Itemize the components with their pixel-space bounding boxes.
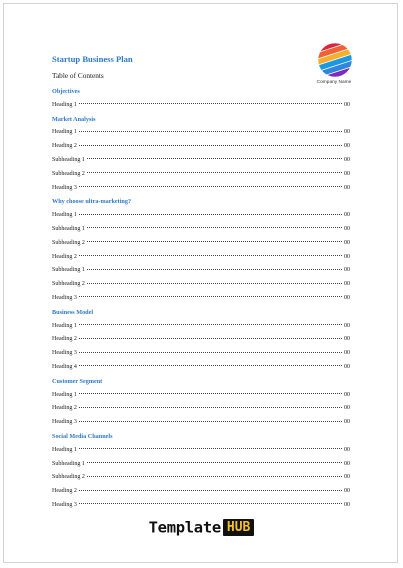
company-logo-globe-icon [317, 42, 353, 78]
toc-entry-label: Heading 3 [52, 419, 77, 426]
toc-page-number: 00 [344, 474, 350, 481]
toc-dot-leader [79, 103, 342, 104]
toc-entry-label: Heading 1 [52, 391, 77, 398]
toc-entry-label: Heading 3 [52, 184, 77, 191]
table-of-contents-title: Table of Contents [52, 71, 104, 80]
toc-entry[interactable] [52, 320, 350, 334]
toc-page-number: 00 [344, 501, 350, 508]
toc-entry-label: Heading 4 [52, 363, 77, 370]
toc-section-heading[interactable]: Customer Segment [52, 377, 103, 385]
brand-word: Template [148, 518, 221, 537]
toc-section-heading[interactable]: Why choose ultra-marketing? [52, 198, 132, 206]
toc-entry-label: Heading 1 [52, 446, 77, 453]
toc-page-number: 00 [344, 405, 350, 412]
toc-page-number: 00 [344, 460, 350, 467]
toc-entry-label: Subheading 1 [52, 267, 85, 274]
toc-page-number: 00 [344, 294, 350, 301]
toc-dot-leader [79, 145, 342, 146]
toc-dot-leader [79, 421, 342, 422]
toc-entry[interactable] [52, 416, 350, 430]
toc-dot-leader [79, 186, 342, 187]
toc-page-number: 00 [344, 129, 350, 136]
toc-entry[interactable] [52, 333, 350, 347]
toc-dot-leader [79, 214, 342, 215]
toc-entry[interactable] [52, 402, 350, 416]
toc-entry[interactable] [52, 264, 350, 278]
toc-page-number: 00 [344, 156, 350, 163]
toc-dot-leader [87, 283, 342, 284]
toc-entry-label: Heading 2 [52, 336, 77, 343]
toc-entry[interactable] [52, 182, 350, 196]
toc-page-number: 00 [344, 267, 350, 274]
toc-entry-label: Subheading 1 [52, 460, 85, 467]
toc-dot-leader [79, 338, 342, 339]
toc-entry[interactable] [52, 99, 350, 113]
toc-entry-label: Subheading 2 [52, 281, 85, 288]
toc-page-number: 00 [344, 143, 350, 150]
toc-entry-label: Subheading 1 [52, 225, 85, 232]
toc-dot-leader [79, 255, 342, 256]
toc-page-number: 00 [344, 350, 350, 357]
toc-dot-leader [79, 296, 342, 297]
company-name: Company Name [316, 80, 352, 85]
toc-entry-label: Subheading 1 [52, 156, 85, 163]
toc-dot-leader [79, 393, 342, 394]
template-hub-brand-logo [4, 518, 399, 536]
toc-entry[interactable] [52, 237, 350, 251]
toc-page-number: 00 [344, 253, 350, 260]
toc-entry-label: Heading 2 [52, 253, 77, 260]
toc-page-number: 00 [344, 184, 350, 191]
toc-entry-label: Heading 1 [52, 101, 77, 108]
toc-dot-leader [87, 241, 342, 242]
toc-entry[interactable] [52, 347, 350, 361]
toc-entry[interactable] [52, 154, 350, 168]
toc-entry[interactable] [52, 209, 350, 223]
toc-page-number: 00 [344, 212, 350, 219]
brand-badge: HUB [223, 519, 254, 536]
document-page [3, 3, 398, 563]
toc-entry-label: Subheading 2 [52, 474, 85, 481]
toc-entry-label: Heading 2 [52, 488, 77, 495]
toc-page-number: 00 [344, 488, 350, 495]
toc-entry[interactable] [52, 499, 350, 513]
toc-section-heading[interactable]: Market Analysis [52, 115, 96, 123]
toc-entry[interactable] [52, 278, 350, 292]
toc-entry-label: Heading 1 [52, 212, 77, 219]
toc-entry[interactable] [52, 458, 350, 472]
toc-entry[interactable] [52, 444, 350, 458]
toc-page-number: 00 [344, 446, 350, 453]
toc-dot-leader [87, 227, 342, 228]
toc-entry-label: Heading 1 [52, 322, 77, 329]
toc-section-heading[interactable]: Social Media Channels [52, 432, 113, 440]
toc-page-number: 00 [344, 239, 350, 246]
toc-entry[interactable] [52, 223, 350, 237]
toc-entry[interactable] [52, 292, 350, 306]
toc-page-number: 00 [344, 170, 350, 177]
toc-entry[interactable] [52, 126, 350, 140]
toc-entry[interactable] [52, 485, 350, 499]
toc-entry[interactable] [52, 168, 350, 182]
toc-page-number: 00 [344, 419, 350, 426]
toc-dot-leader [87, 269, 342, 270]
toc-dot-leader [79, 365, 342, 366]
toc-dot-leader [87, 158, 342, 159]
toc-dot-leader [79, 448, 342, 449]
toc-entry-label: Heading 2 [52, 143, 77, 150]
document-title: Startup Business Plan [52, 54, 133, 64]
toc-entry[interactable] [52, 140, 350, 154]
toc-entry-label: Heading 1 [52, 129, 77, 136]
toc-dot-leader [79, 503, 342, 504]
toc-page-number: 00 [344, 225, 350, 232]
toc-entry-label: Heading 3 [52, 294, 77, 301]
toc-page-number: 00 [344, 322, 350, 329]
toc-section-heading[interactable]: Objectives [52, 88, 80, 95]
toc-dot-leader [79, 324, 342, 325]
toc-dot-leader [87, 172, 342, 173]
toc-page-number: 00 [344, 101, 350, 108]
toc-page-number: 00 [344, 336, 350, 343]
toc-section-heading[interactable]: Business Model [52, 308, 94, 316]
toc-entry[interactable] [52, 471, 350, 485]
toc-entry-label: Heading 3 [52, 350, 77, 357]
toc-entry[interactable] [52, 361, 350, 375]
toc-dot-leader [87, 462, 342, 463]
toc-dot-leader [87, 476, 342, 477]
toc-dot-leader [79, 490, 342, 491]
toc-page-number: 00 [344, 281, 350, 288]
toc-page-number: 00 [344, 363, 350, 370]
toc-entry-label: Heading 2 [52, 405, 77, 412]
toc-dot-leader [79, 352, 342, 353]
toc-dot-leader [79, 407, 342, 408]
toc-entry-label: Subheading 2 [52, 239, 85, 246]
toc-entry-label: Subheading 2 [52, 170, 85, 177]
toc-entry[interactable] [52, 389, 350, 403]
toc-dot-leader [79, 131, 342, 132]
toc-page-number: 00 [344, 391, 350, 398]
table-of-contents [52, 85, 350, 513]
toc-entry[interactable] [52, 251, 350, 265]
toc-entry-label: Heading 3 [52, 501, 77, 508]
